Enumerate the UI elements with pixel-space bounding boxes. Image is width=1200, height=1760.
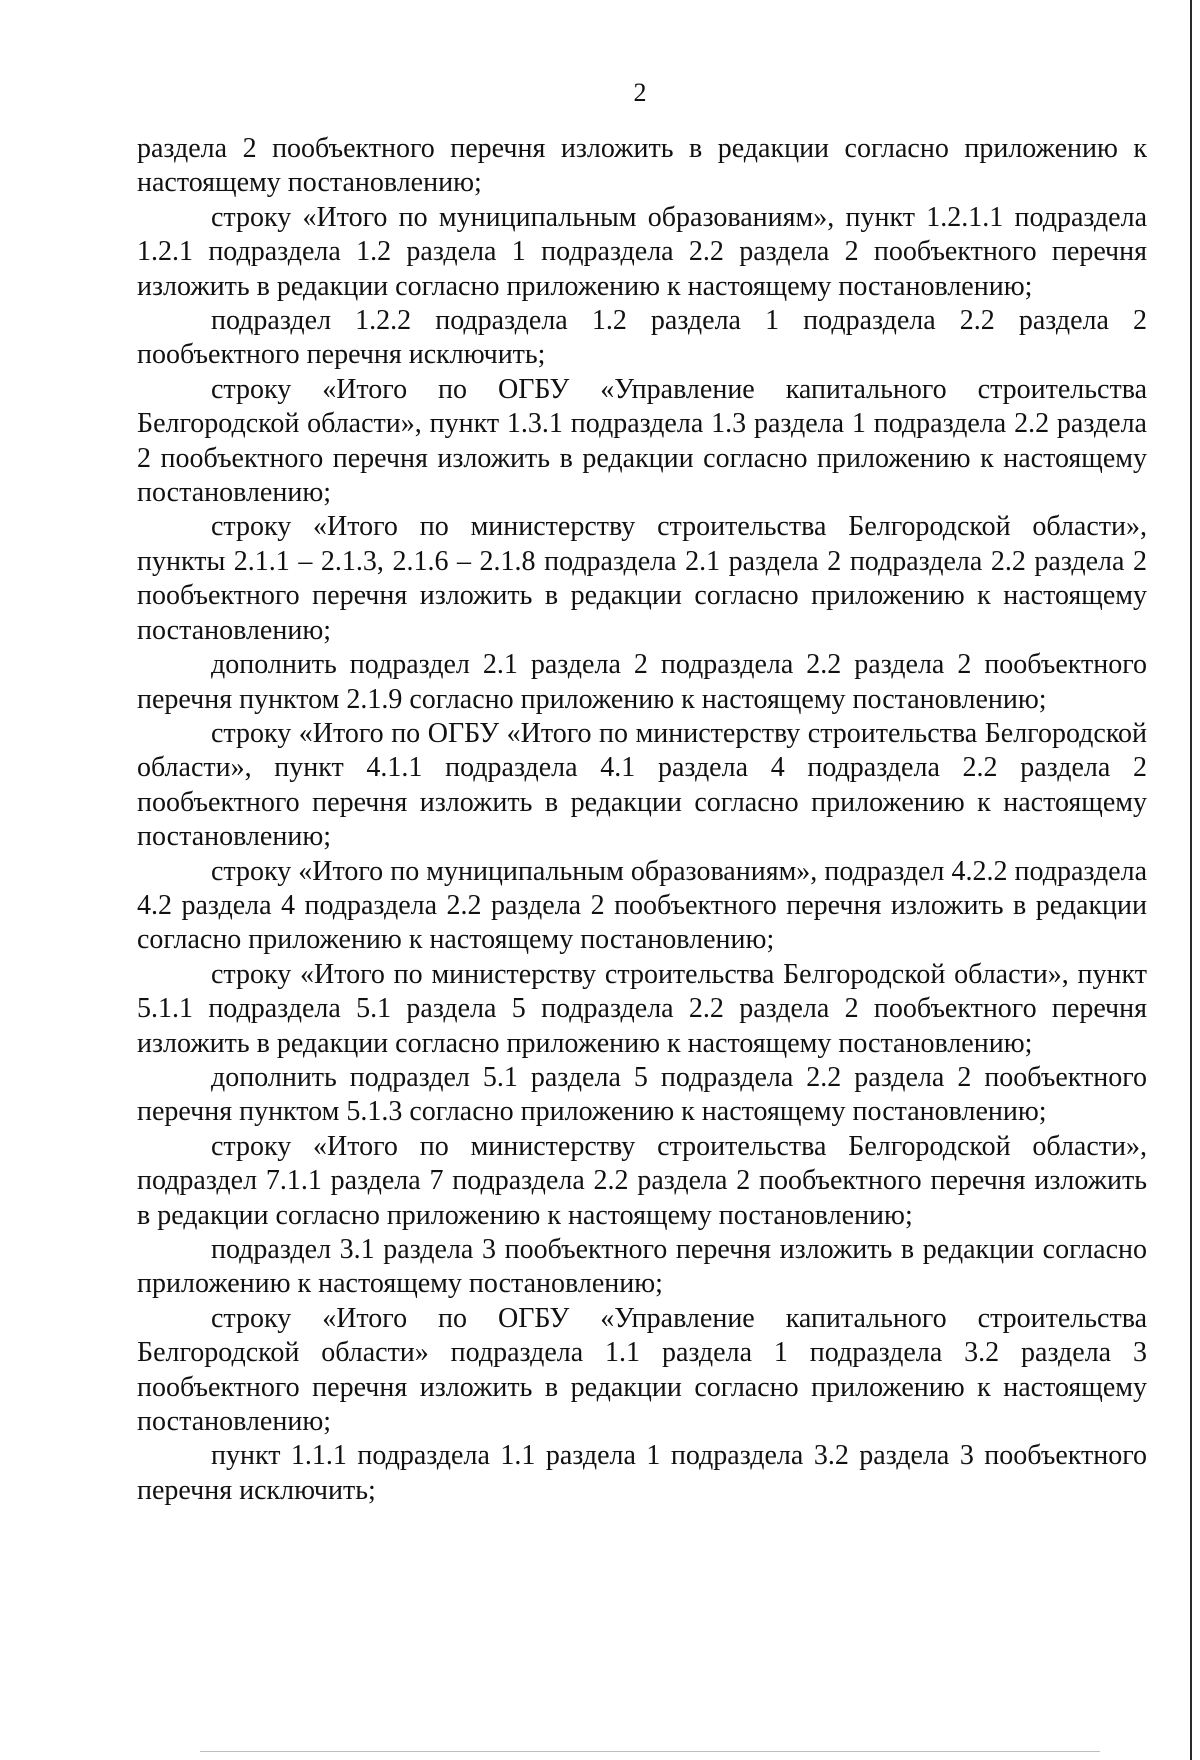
paragraph-3: подраздел 1.2.2 подраздела 1.2 раздела 1 подраздела 2.2 раздела 2 пообъектного перечня исключить; xyxy=(137,305,1147,371)
paragraph-5: строку «Итого по министерству строительства Белгородской области», пункты 2.1.1 – 2.1.3, 2.1.6 – 2.1.8 подраздела 2.1 раздела 2 подраздела 2.2 раздела 2 пообъектного перечня изложить в редакции согласно приложению к настоящему постановлению; xyxy=(137,511,1147,646)
paragraph-9: строку «Итого по министерству строительства Белгородской области», пункт 5.1.1 подраздела 5.1 раздела 5 подраздела 2.2 раздела 2 пообъектного перечня изложить в редакции согласно приложению к настоящему постановлению; xyxy=(137,958,1147,1059)
paragraph-13: строку «Итого по ОГБУ «Управление капитального строительства Белгородской области» подраздела 1.1 раздела 1 подраздела 3.2 раздела 3 пообъектного перечня изложить в редакции согласно приложению к настоящему постановлению; xyxy=(137,1302,1147,1438)
paragraph-7: строку «Итого по ОГБУ «Итого по министерству строительства Белгородской области», пункт 4.1.1 подраздела 4.1 раздела 4 подраздела 2.2 раздела 2 пообъектного перечня изложить в редакции согласно приложению к настоящему постановлению; xyxy=(137,717,1147,853)
paragraph-14: пункт 1.1.1 подраздела 1.1 раздела 1 подраздела 3.2 раздела 3 пообъектного перечня исключить; xyxy=(137,1440,1147,1506)
bottom-scan-rule xyxy=(200,1751,1100,1752)
scan-edge-line xyxy=(1190,0,1192,1760)
paragraph-6: дополнить подраздел 2.1 раздела 2 подраздела 2.2 раздела 2 пообъектного перечня пунктом 2.1.9 согласно приложению к настоящему постановлению; xyxy=(137,649,1147,715)
paragraph-1: раздела 2 пообъектного перечня изложить в редакции согласно приложению к настоящему постановлению; xyxy=(137,133,1147,199)
paragraph-4: строку «Итого по ОГБУ «Управление капитального строительства Белгородской области», пункт 1.3.1 подраздела 1.3 раздела 1 подраздела 2.2 раздела 2 пообъектного перечня изложить в редакции согласно приложению к настоящему постановлению; xyxy=(137,373,1147,509)
paragraph-10: дополнить подраздел 5.1 раздела 5 подраздела 2.2 раздела 2 пообъектного перечня пунктом 5.1.3 согласно приложению к настоящему постановлению; xyxy=(137,1061,1147,1128)
paragraph-12: подраздел 3.1 раздела 3 пообъектного перечня изложить в редакции согласно приложению к настоящему постановлению; xyxy=(137,1234,1147,1300)
paragraph-11: строку «Итого по министерству строительства Белгородской области», подраздел 7.1.1 раздела 7 подраздела 2.2 раздела 2 пообъектного перечня изложить в редакции согласно приложению к настоящему постановлению; xyxy=(137,1130,1147,1231)
paragraph-2: строку «Итого по муниципальным образованиям», пункт 1.2.1.1 подраздела 1.2.1 подраздела 1.2 раздела 1 подраздела 2.2 раздела 2 пообъектного перечня изложить в редакции согласно приложению к настоящему постановлению; xyxy=(137,201,1147,302)
page-number: 2 xyxy=(633,78,647,107)
document-body xyxy=(137,132,1147,1508)
paragraph-8: строку «Итого по муниципальным образованиям», подраздел 4.2.2 подраздела 4.2 раздела 4 подраздела 2.2 раздела 2 пообъектного перечня изложить в редакции согласно приложению к настоящему постановлению; xyxy=(137,855,1147,956)
